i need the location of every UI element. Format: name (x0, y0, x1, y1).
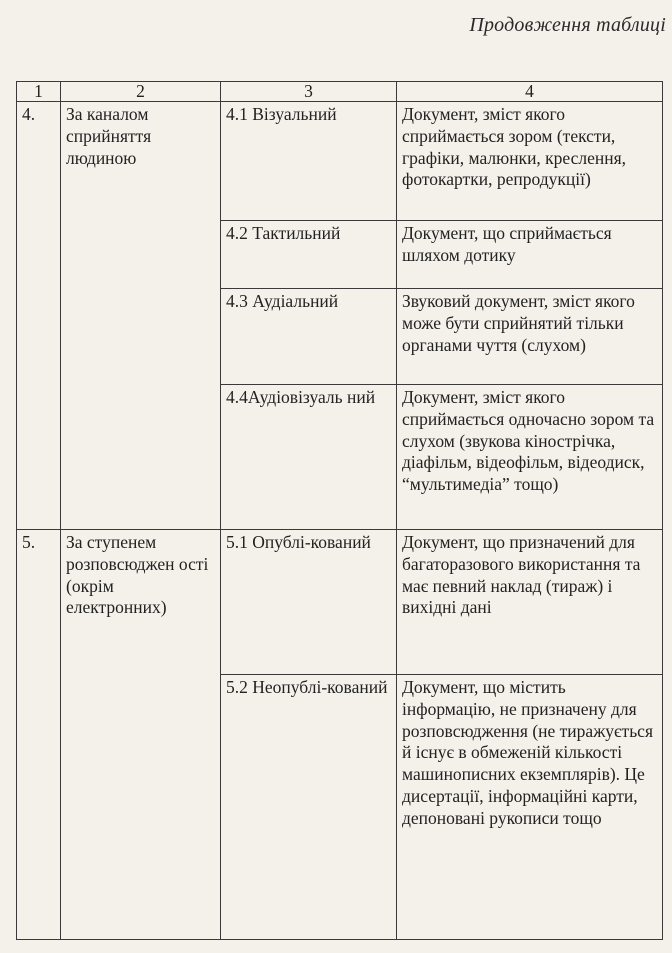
table-row (17, 530, 663, 675)
table-continuation-caption: Продовження таблиці (469, 14, 666, 36)
type-cell: 4.1 Візуальний (221, 102, 397, 221)
type-cell: 4.2 Тактильний (221, 221, 397, 289)
column-header-2: 2 (61, 82, 221, 102)
criterion-cell: За каналом сприйняття людиною (61, 102, 221, 530)
table-row (17, 102, 663, 221)
criterion-cell: За ступенем розповсюджен ості (окрім електронних) (61, 530, 221, 940)
description-cell: Звуковий документ, зміст якого може бути сприйнятий тільки органами чуття (слухом) (397, 289, 663, 385)
group-number-cell: 5. (17, 530, 61, 940)
column-header-4: 4 (397, 82, 663, 102)
group-number-cell: 4. (17, 102, 61, 530)
description-cell: Документ, що призначений для багаторазового використання та має певний наклад (тираж) і вихідні дані (397, 530, 663, 675)
description-cell: Документ, зміст якого сприймається одночасно зором та слухом (звукова кінострічка, діафільм, відеофільм, відеодиск, “мультимедіа” тощо) (397, 385, 663, 530)
description-cell: Документ, зміст якого сприймається зором (тексти, графіки, малюнки, креслення, фотокартки, репродукції) (397, 102, 663, 221)
type-cell: 5.2 Неопублі-кований (221, 675, 397, 940)
table-header-row (17, 82, 663, 102)
type-cell: 4.4Аудіовізуаль ний (221, 385, 397, 530)
type-cell: 4.3 Аудіальний (221, 289, 397, 385)
description-cell: Документ, що сприймається шляхом дотику (397, 221, 663, 289)
document-types-table (16, 81, 663, 940)
description-cell: Документ, що містить інформацію, не призначену для розповсюдження (не тиражується й існує в обмеженій кількості машинописних екземплярів). Це дисертації, інформаційні карти, депоновані рукописи тощо (397, 675, 663, 940)
column-header-1: 1 (17, 82, 61, 102)
column-header-3: 3 (221, 82, 397, 102)
type-cell: 5.1 Опублі-кований (221, 530, 397, 675)
